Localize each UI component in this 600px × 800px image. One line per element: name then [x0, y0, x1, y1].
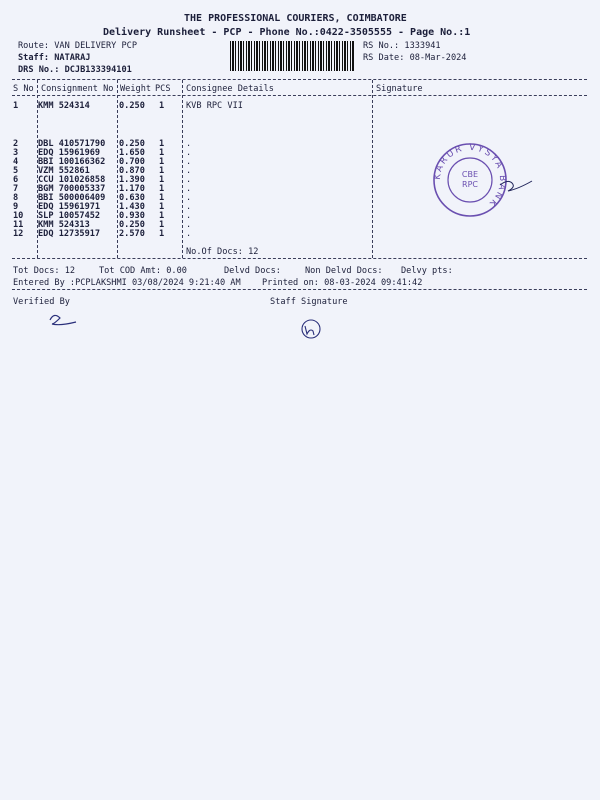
row-weight: 0.250	[119, 220, 145, 230]
row-consignment-no: VZM 552861	[38, 166, 90, 176]
row-consignee-details: .	[186, 139, 192, 149]
row-consignee-details: .	[186, 175, 192, 185]
row-weight: 1.170	[119, 184, 145, 194]
no-of-docs: No.Of Docs: 12	[186, 247, 259, 257]
row-consignment-no: BBI 100166362	[38, 157, 106, 167]
row-sno: 4	[13, 157, 19, 167]
staff-signature	[296, 318, 326, 340]
row-consignee-details: KVB RPC VII	[186, 101, 243, 111]
header-rule	[12, 95, 587, 96]
totals-rule	[12, 289, 587, 290]
printed-on: Printed on: 08-03-2024 09:41:42	[262, 278, 423, 288]
row-consignment-no: EDQ 12735917	[38, 229, 101, 239]
row-consignee-details: .	[186, 211, 192, 221]
row-consignment-no: SLP 10057452	[38, 211, 101, 221]
table-top-rule	[12, 79, 587, 80]
table-bottom-rule	[12, 258, 587, 259]
tot-cod-amount: Tot COD Amt: 0.00	[99, 266, 187, 276]
row-pcs: 1	[159, 211, 165, 221]
row-consignee-details: .	[186, 202, 192, 212]
non-delvd-docs: Non Delvd Docs:	[305, 266, 383, 276]
col-header-consignment: Consignment No	[41, 84, 114, 94]
row-sno: 7	[13, 184, 19, 194]
col-header-consignee: Consignee Details	[186, 84, 274, 94]
row-consignee-details: .	[186, 166, 192, 176]
stamp-outer-text: KARUR VYSYA BANK	[432, 142, 508, 210]
row-pcs: 1	[159, 101, 165, 111]
row-sno: 6	[13, 175, 19, 185]
row-weight: 0.250	[119, 101, 145, 111]
route-label: Route: VAN DELIVERY PCP	[18, 41, 137, 51]
delvd-docs: Delvd Docs:	[224, 266, 281, 276]
row-sno: 3	[13, 148, 19, 158]
row-consignee-details: .	[186, 184, 192, 194]
row-sno: 8	[13, 193, 19, 203]
row-weight: 0.930	[119, 211, 145, 221]
delvy-pts: Delvy pts:	[401, 266, 453, 276]
row-consignment-no: KMM 524313	[38, 220, 90, 230]
row-sno: 10	[13, 211, 24, 221]
stamp-line1: CBE	[461, 170, 479, 179]
row-pcs: 1	[159, 139, 165, 149]
row-sno: 9	[13, 202, 19, 212]
row-weight: 0.700	[119, 157, 145, 167]
row-sno: 2	[13, 139, 19, 149]
row-weight: 0.250	[119, 139, 145, 149]
company-name: THE PROFESSIONAL COURIERS, COIMBATORE	[184, 13, 407, 24]
row-consignment-no: EDQ 15961971	[38, 202, 101, 212]
row-sno: 11	[13, 220, 24, 230]
row-pcs: 1	[159, 175, 165, 185]
stamp-line2: RPC	[462, 180, 478, 189]
verifier-signature	[46, 310, 86, 330]
runsheet-title: Delivery Runsheet - PCP - Phone No.:0422-3505555 - Page No.:1	[103, 27, 471, 38]
col-header-pcs: PCS	[155, 84, 171, 94]
row-consignee-details: .	[186, 148, 192, 158]
row-pcs: 1	[159, 148, 165, 158]
col-header-sno: S No	[13, 84, 34, 94]
row-consignee-details: .	[186, 157, 192, 167]
staff-label: Staff: NATARAJ	[18, 53, 91, 63]
row-sno: 1	[13, 101, 19, 111]
row-pcs: 1	[159, 229, 165, 239]
row-consignment-no: BBI 500006409	[38, 193, 106, 203]
row-pcs: 1	[159, 193, 165, 203]
tot-docs: Tot Docs: 12	[13, 266, 76, 276]
col-divider	[117, 80, 118, 258]
row-consignment-no: DBL 410571790	[38, 139, 106, 149]
row-pcs: 1	[159, 166, 165, 176]
row-sno: 5	[13, 166, 19, 176]
row-consignment-no: BGM 700005337	[38, 184, 106, 194]
row-consignee-details: .	[186, 193, 192, 203]
rs-date: RS Date: 08-Mar-2024	[363, 53, 467, 63]
bank-stamp	[428, 140, 538, 220]
row-sno: 12	[13, 229, 24, 239]
col-header-signature: Signature	[376, 84, 423, 94]
barcode	[230, 41, 355, 71]
col-divider	[182, 80, 183, 258]
row-consignment-no: CCU 101026858	[38, 175, 106, 185]
row-pcs: 1	[159, 184, 165, 194]
row-pcs: 1	[159, 157, 165, 167]
row-weight: 1.390	[119, 175, 145, 185]
col-header-weight: Weight	[120, 84, 152, 94]
drs-number: DRS No.: DCJB133394101	[18, 65, 132, 75]
row-weight: 2.570	[119, 229, 145, 239]
entered-by: Entered By :PCPLAKSHMI 03/08/2024 9:21:40 AM	[13, 278, 241, 288]
verified-by-label: Verified By	[13, 297, 70, 307]
row-consignee-details: .	[186, 229, 192, 239]
row-weight: 0.870	[119, 166, 145, 176]
row-weight: 1.430	[119, 202, 145, 212]
row-consignee-details: .	[186, 220, 192, 230]
row-pcs: 1	[159, 202, 165, 212]
row-weight: 0.630	[119, 193, 145, 203]
row-consignment-no: EDQ 15961969	[38, 148, 101, 158]
col-divider	[372, 80, 373, 258]
rs-number: RS No.: 1333941	[363, 41, 441, 51]
row-consignment-no: KMM 524314	[38, 101, 90, 111]
staff-signature-label: Staff Signature	[270, 297, 348, 307]
row-weight: 1.650	[119, 148, 145, 158]
row-pcs: 1	[159, 220, 165, 230]
